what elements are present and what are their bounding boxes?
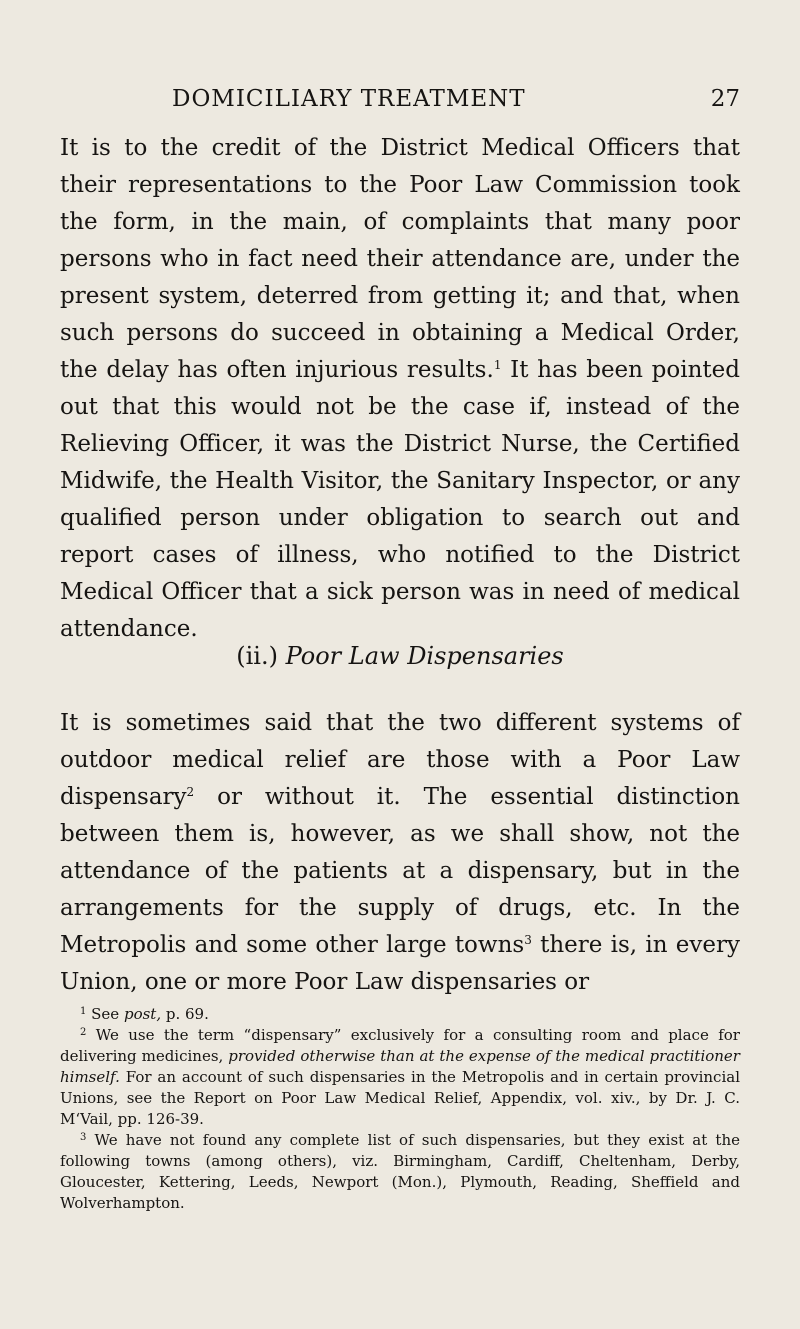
footnote-text: For an account of such dispensaries in the Metropolis and in certain provincial Unions, see the Report on Poor Law Medical Relief, Appendix, vol. xiv., by Dr. J. C. M‘Vail, pp. 126-39. xyxy=(60,1068,740,1128)
footnote-reference: 1 xyxy=(493,358,502,372)
footnote-text: See xyxy=(91,1005,124,1023)
section-number: (ii.) xyxy=(236,642,278,670)
footnote-marker: 1 xyxy=(80,1006,87,1017)
running-title: DOMICILIARY TREATMENT xyxy=(172,86,526,112)
section-title: Poor Law Dispensaries xyxy=(285,642,564,670)
footnote-reference: 2 xyxy=(186,785,195,799)
footnote-text: We use the term “dispensary” exclusively for a consulting room and place for delivering medicines, xyxy=(60,1026,740,1065)
footnote-text: p. 69. xyxy=(161,1005,209,1023)
footnotes xyxy=(60,1004,740,1214)
paragraph-dispensaries xyxy=(60,705,740,1001)
page-number: 27 xyxy=(710,86,740,112)
footnote-reference: 3 xyxy=(524,933,532,947)
paragraph-text: It is sometimes said that the two different systems of outdoor medical relief are those with a Poor Law dispensary xyxy=(60,710,740,810)
paragraph-text: there is, in every Union, one or more Poor Law dispensaries or xyxy=(60,932,740,995)
paragraph-text: or without it. The essential distinction between them is, however, as we shall show, not the attendance of the patients at a dispensary, but in the arrangements for the supply of drugs, etc. In the Metropolis and some other large towns xyxy=(60,784,740,958)
footnote-marker: 3 xyxy=(80,1132,87,1143)
paragraph-text: It has been pointed out that this would not be the case if, instead of the Relieving Officer, it was the District Nurse, the Certified Midwife, the Health Visitor, the Sanitary Inspector, or any qualified person under obligation to search out and report cases of illness, who notified to the District Medical Officer that a sick person was in need of medical attendance. xyxy=(60,357,740,642)
footnote-3 xyxy=(60,1130,740,1214)
footnote-italic-text: provided otherwise than at the expense of the medical practitioner himself. xyxy=(60,1047,740,1086)
footnote-italic-text: post, xyxy=(123,1005,162,1023)
footnote-2 xyxy=(60,1025,740,1130)
footnote-text: We have not found any complete list of such dispensaries, but they exist at the following towns (among others), viz. Birmingham, Cardiff, Cheltenham, Derby, Gloucester, Kettering, Leeds, Newport (Mon.), Plymouth, Reading, Sheffield and Wolverhampton. xyxy=(60,1131,740,1212)
footnote-1 xyxy=(60,1004,740,1025)
paragraph-text: It is to the credit of the District Medical Officers that their representations to the Poor Law Commission took the form, in the main, of complaints that many poor persons who in fact need their attendance are, under the present system, deterred from getting it; and that, when such persons do succeed in obtaining a Medical Order, the delay has often injurious results. xyxy=(60,135,740,383)
section-heading xyxy=(0,642,800,670)
paragraph-domiciliary-complaints xyxy=(60,130,740,648)
footnote-marker: 2 xyxy=(80,1027,87,1038)
running-header xyxy=(60,86,740,116)
